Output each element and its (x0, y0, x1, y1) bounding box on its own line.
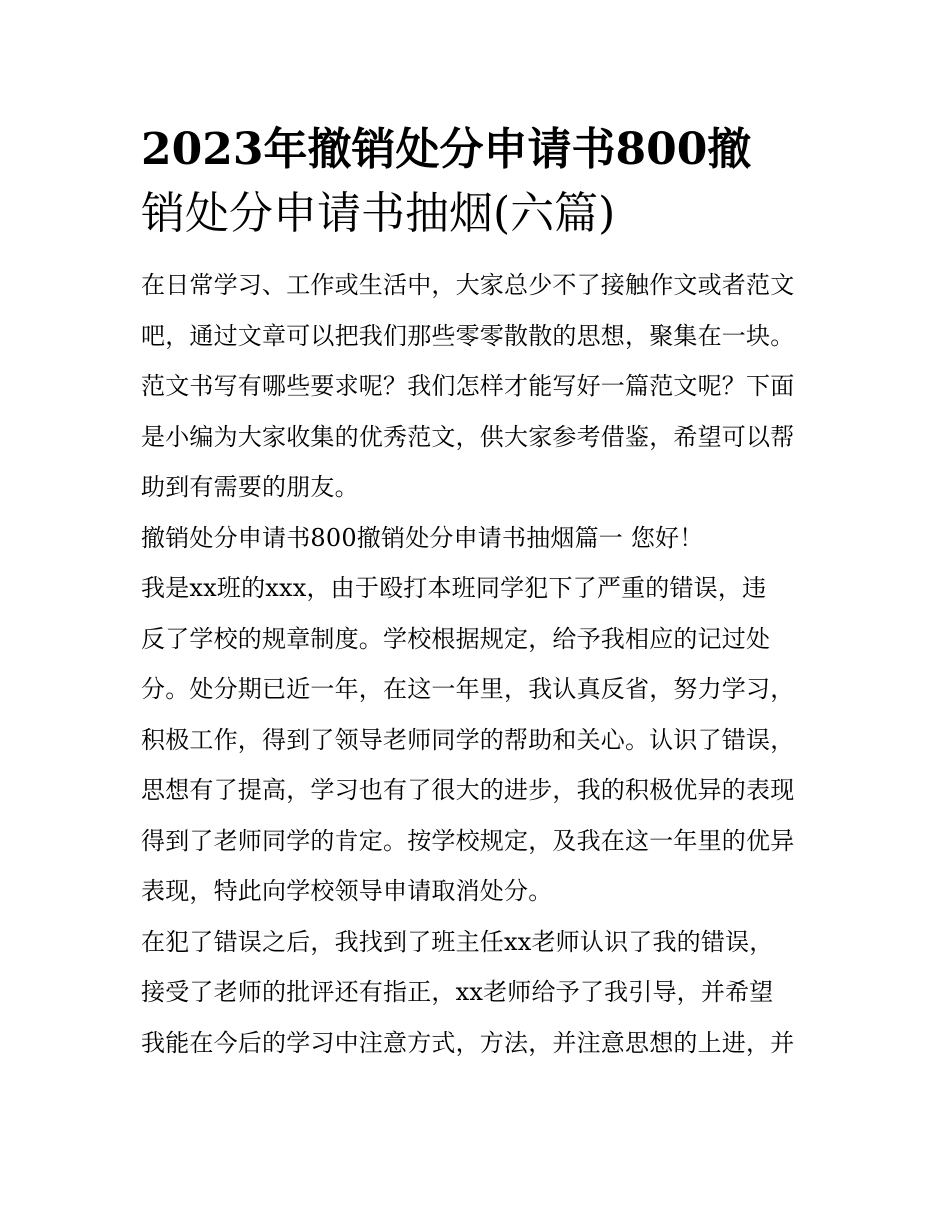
body-line: 范文书写有哪些要求呢？我们怎样才能写好一篇范文呢？下面 (141, 372, 795, 400)
document-title (141, 118, 813, 246)
body-line: 我能在今后的学习中注意方式，方法，并注意思想的上进，并 (141, 1028, 795, 1057)
body-line: 接受了老师的批评还有指正，xx老师给予了我引导，并希望 (141, 978, 774, 1006)
body-line: 表现，特此向学校领导申请取消处分。 (141, 877, 553, 905)
body-line: 在日常学习、工作或生活中，大家总少不了接触作文或者范文 (141, 271, 795, 299)
body-line: 反了学校的规章制度。学校根据规定，给予我相应的记过处 (141, 624, 771, 653)
body-line: 吧，通过文章可以把我们那些零零散散的思想，聚集在一块。 (141, 321, 795, 350)
title-line-1: 2023年撤销处分申请书800撤 (141, 124, 752, 175)
document-page (141, 118, 813, 1068)
body-line: 是小编为大家收集的优秀范文，供大家参考借鉴，希望可以帮 (141, 422, 795, 451)
body-line: 撤销处分申请书800撤销处分申请书抽烟篇一 您好！ (141, 523, 704, 552)
body-line: 在犯了错误之后，我找到了班主任xx老师认识了我的错误， (141, 927, 774, 956)
body-line: 得到了老师同学的肯定。按学校规定，及我在这一年里的优异 (141, 826, 795, 855)
title-line-2: 销处分申请书抽烟(六篇) (141, 188, 616, 239)
body-line: 积极工作，得到了领导老师同学的帮助和关心。认识了错误， (141, 725, 795, 754)
body-line: 助到有需要的朋友。 (141, 473, 359, 501)
body-line: 分。处分期已近一年，在这一年里，我认真反省，努力学习， (141, 675, 795, 703)
document-body (141, 260, 813, 1068)
body-line: 思想有了提高，学习也有了很大的进步，我的积极优异的表现 (141, 776, 795, 804)
body-line: 我是xx班的xxx，由于殴打本班同学犯下了严重的错误，违 (141, 574, 767, 602)
